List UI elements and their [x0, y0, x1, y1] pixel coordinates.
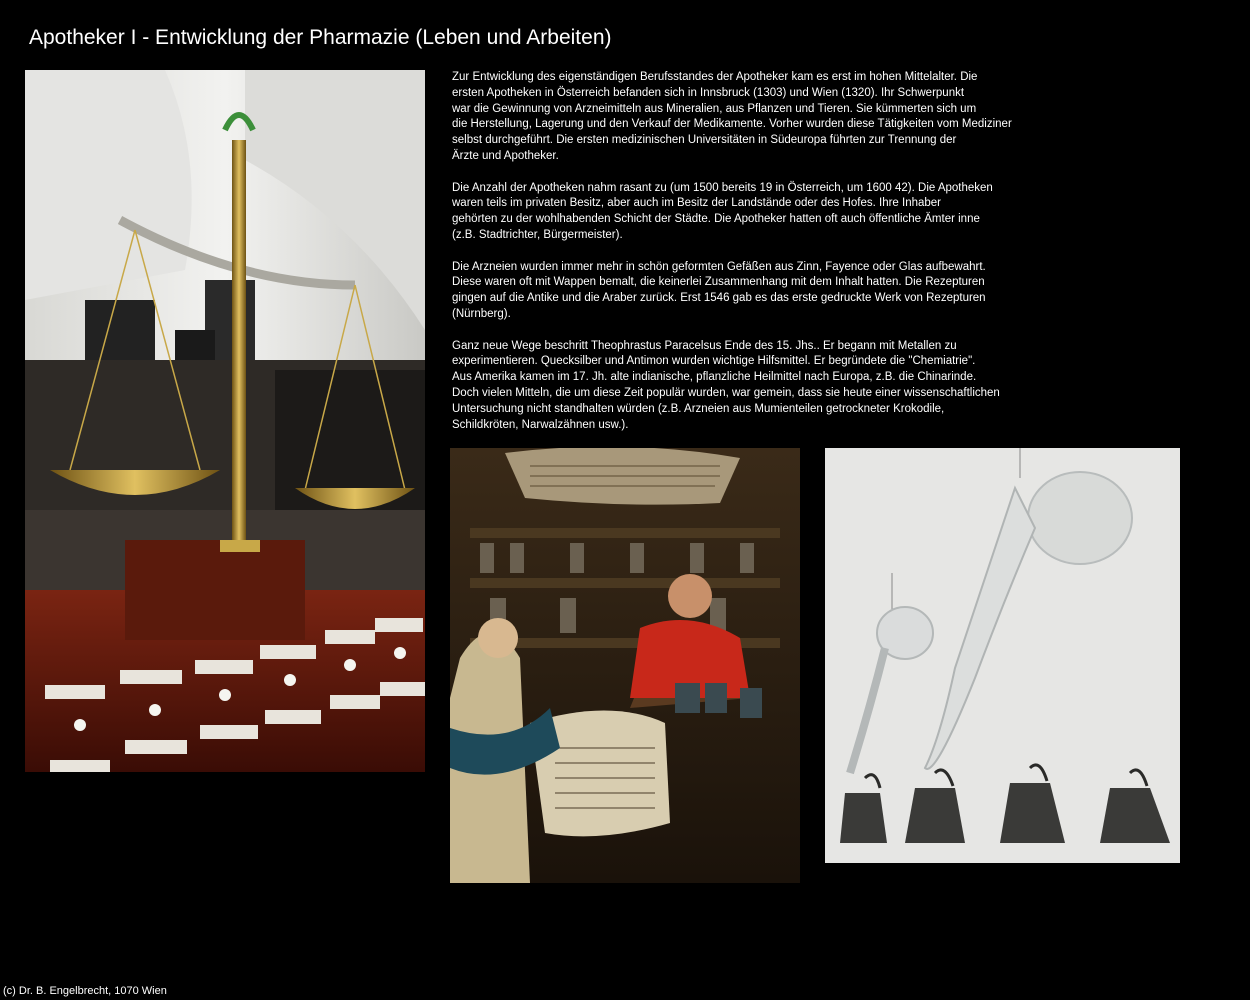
article-paragraph [452, 70, 1052, 165]
article-line: waren teils im privaten Besitz, aber auch im Besitz der Landstände oder des Hofes. Ihre Inhaber [452, 197, 942, 210]
article-line: Schildkröten, Narwalzähnen usw.). [452, 418, 629, 431]
article-line: gingen auf die Antike und die Araber zurück. Erst 1546 gab es das erste gedruckte Werk von Rezepturen [452, 292, 986, 305]
article-line: Ärzte und Apotheker. [452, 149, 559, 162]
article-paragraph [452, 181, 1052, 244]
photo-glass-retorts [825, 448, 1180, 863]
article-line: Die Anzahl der Apotheken nahm rasant zu (um 1500 bereits 19 in Österreich, um 1600 42). Die Apotheken [452, 181, 993, 194]
article-line: Ganz neue Wege beschritt Theophrastus Paracelsus Ende des 15. Jhs.. Er begann mit Metallen zu [452, 339, 957, 352]
article-line: selbst durchgeführt. Die ersten medizinischen Universitäten in Südeuropa führten zur Trennung der [452, 134, 957, 147]
photo-christ-apothecary-painting [450, 448, 800, 883]
article-line: (z.B. Stadtrichter, Bürgermeister). [452, 228, 623, 241]
article-line: Diese waren oft mit Wappen bemalt, die keinerlei Zusammenhang mit dem Inhalt hatten. Die Rezepturen [452, 276, 985, 289]
article-text [452, 70, 1052, 449]
article-line: Untersuchung nicht standhalten würden (z.B. Arzneien aus Mumienteilen getrockneter Krokodile, [452, 402, 945, 415]
footer-copyright: (c) Dr. B. Engelbrecht, 1070 Wien [3, 985, 167, 997]
article-line: gehörten zu der wohlhabenden Schicht der Städte. Die Apotheker hatten oft auch öffentliche Ämter inne [452, 213, 980, 226]
article-line: Die Arzneien wurden immer mehr in schön geformten Gefäßen aus Zinn, Fayence oder Glas aufbewahrt. [452, 260, 986, 273]
article-paragraph [452, 339, 1052, 434]
article-line: experimentieren. Quecksilber und Antimon wurden wichtige Hilfsmittel. Er begründete die "Chemiatrie". [452, 355, 976, 368]
page-title: Apotheker I - Entwicklung der Pharmazie (Leben und Arbeiten) [29, 26, 612, 49]
article-line: war die Gewinnung von Arzneimitteln aus Mineralien, aus Pflanzen und Tieren. Sie kümmerten sich um [452, 102, 977, 115]
article-line: Aus Amerika kamen im 17. Jh. alte indianische, pflanzliche Heilmittel nach Europa, z.B. die Chinarinde. [452, 371, 977, 384]
article-line: (Nürnberg). [452, 307, 511, 320]
photo-pharmacy-scale [25, 70, 425, 772]
article-line: die Herstellung, Lagerung und den Verkauf der Medikamente. Vorher wurden diese Tätigkeiten vom Mediziner [452, 118, 1012, 131]
article-paragraph [452, 260, 1052, 323]
article-line: ersten Apotheken in Österreich befanden sich in Innsbruck (1303) und Wien (1320). Ihr Schwerpunkt [452, 86, 965, 99]
article-line: Zur Entwicklung des eigenständigen Berufsstandes der Apotheker kam es erst im hohen Mittelalter. Die [452, 71, 978, 83]
article-line: Doch vielen Mitteln, die um diese Zeit populär wurden, war gemein, dass sie heute einer wissenschaftlichen [452, 386, 1000, 399]
